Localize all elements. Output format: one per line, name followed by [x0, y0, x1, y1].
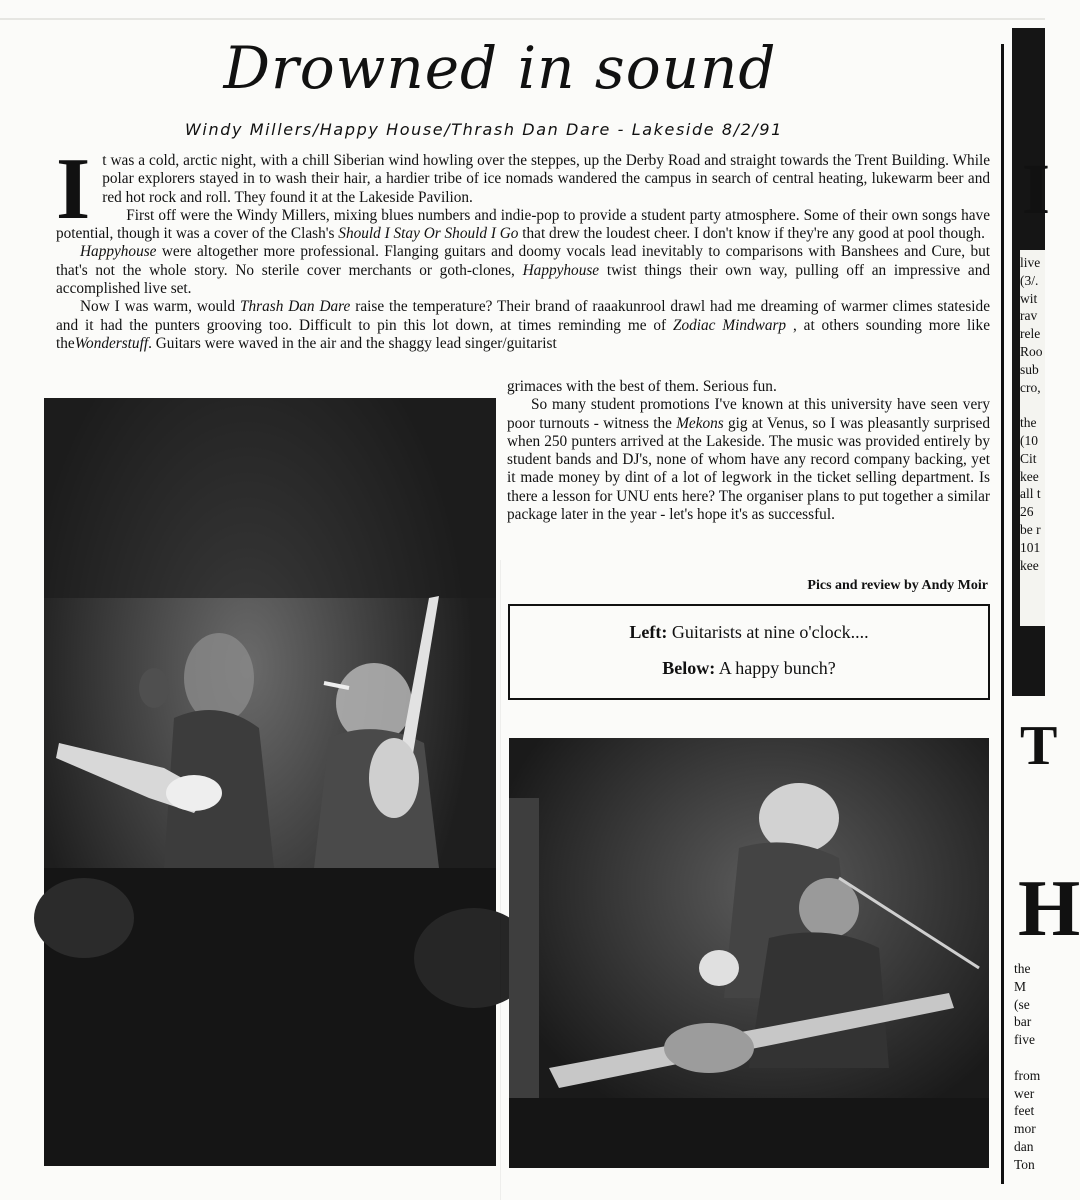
- paragraph-4-tail: grimaces with the best of them. Serious fun.: [507, 378, 777, 395]
- byline: Windy Millers/Happy House/Thrash Dan Dare - Lakeside 8/2/91: [185, 120, 783, 139]
- caption-box: [508, 604, 990, 700]
- drop-cap: I: [56, 141, 91, 238]
- caption-below: Below: A happy bunch?: [662, 658, 836, 678]
- column-rule: [1001, 44, 1004, 1184]
- paper-crease-vertical: [500, 560, 501, 1200]
- adjacent-drop-cap: I: [1022, 149, 1051, 229]
- paragraph-5: So many student promotions I've known at this university have seen very poor turnouts - witness the Mekons gig at Venus, so I was pleasantly surprised when 250 punters arrived at the Lakeside. The music was provided entirely by student bands and DJ's, none of whom have any record company backing, yet it made money by dint of a lot of legwork in the ticket selling department. Is there a lesson for UNU ents here? The organiser plans to put together a similar package later in the year - let's hope it's as successful.: [507, 396, 990, 524]
- photo-happy-bunch-image: [509, 738, 989, 1168]
- photo-guitarists-image: [44, 398, 496, 1166]
- article-body: [56, 141, 990, 353]
- caption-left: Left: Guitarists at nine o'clock....: [629, 622, 869, 642]
- adjacent-heading-fragment: T: [1020, 715, 1058, 777]
- paragraph-3: Happyhouse were altogether more professional. Flanging guitars and doomy vocals lead inevitably to comparisons with Banshees and Cure, but that's not the whole story. No sterile cover merchants or goth-clones, Happyhouse twist things their own way, pulling off an impressive and accomplished live set.: [56, 243, 990, 298]
- paragraph-1: It was a cold, arctic night, with a chill Siberian wind howling over the steppes, up the Derby Road and straight towards the Trent Building. While polar explorers stayed in to wash their hair, a hardier tribe of ice nomads wandered the campus in search of central heating, lukewarm beer and red hot rock and roll. They found it at the Lakeside Pavilion.: [56, 141, 990, 238]
- photo-guitarists: [44, 398, 496, 1166]
- adjacent-text-fragment-2: the M (se bar five from wer feet mor dan Ton: [1014, 961, 1041, 1172]
- article-column-2: [507, 378, 990, 524]
- paper-crease: [0, 18, 1045, 20]
- photo-credit: Pics and review by Andy Moir: [807, 578, 988, 593]
- adjacent-drop-cap-2: H: [1018, 865, 1080, 953]
- adjacent-text-fragment-1: live (3/. wit rav rele Roo sub cro, the (10 Cit kee all t 26 be r 101 kee: [1020, 255, 1043, 573]
- photo-happy-bunch: [509, 738, 989, 1168]
- adjacent-article-strip: [1012, 28, 1080, 1200]
- headline: Drowned in sound: [223, 34, 777, 102]
- paragraph-2: First off were the Windy Millers, mixing blues numbers and indie-pop to provide a student party atmosphere. Some of their own songs have potential, though it was a cover of the Clash's Should I Stay Or Should I Go that drew the loudest cheer. I don't know if they're any good at pool though.: [56, 206, 990, 243]
- paragraph-4: Now I was warm, would Thrash Dan Dare raise the temperature? Their brand of raaakunrool drawl had me dreaming of warmer climes stateside and it had the punters grooving too. Difficult to pin this lot down, at times reminding me of Zodiac Mindwarp , at others sounding more like theWonderstuff. Guitars were waved in the air and the shaggy lead singer/guitarist: [56, 298, 990, 352]
